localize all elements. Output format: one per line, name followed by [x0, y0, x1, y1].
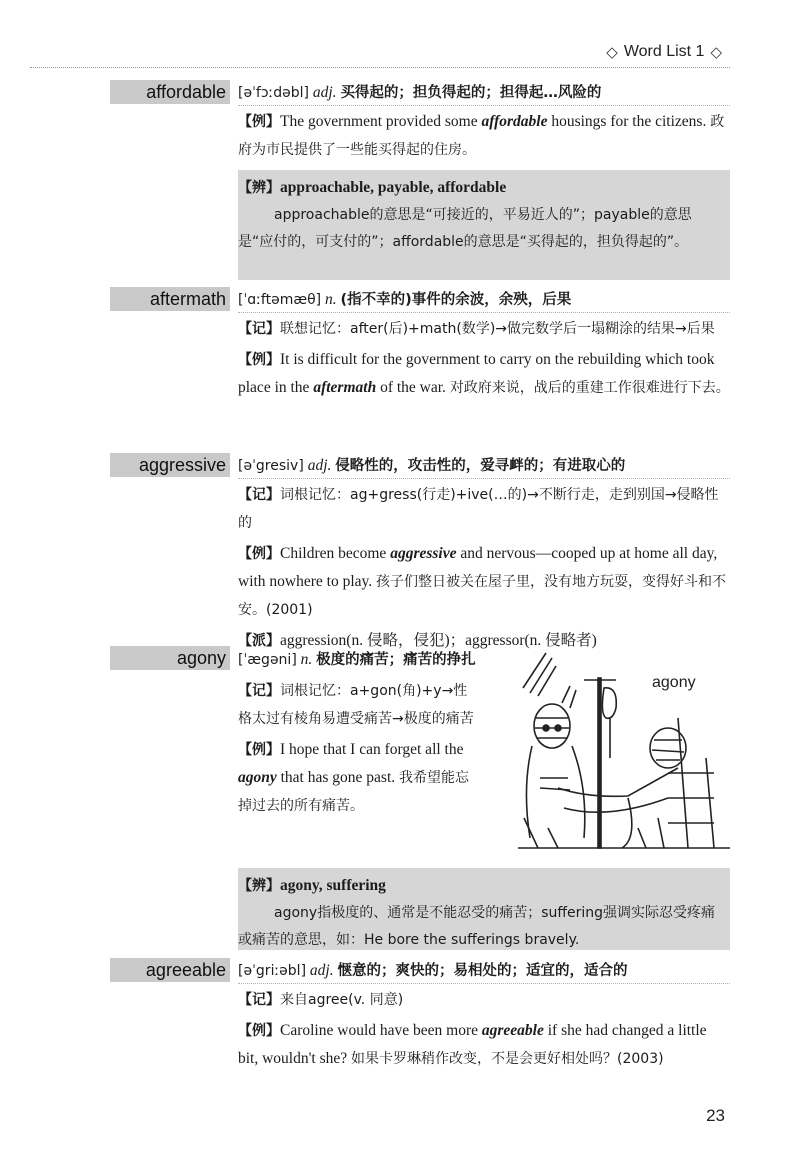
- entry-body: [238, 108, 730, 167]
- example: 【例】Caroline would have been more agreeable if she had changed a little bit, wouldn't she? 如果卡罗琳稍作改变，不是会更好相处吗？(2003): [238, 1022, 707, 1067]
- definition: 惬意的；爽快的；易相处的；适宜的，适合的: [337, 963, 628, 979]
- headword: agreeable: [110, 958, 230, 982]
- entry-headline: [238, 288, 730, 313]
- entry-headline: [238, 959, 730, 984]
- distinction-box: 【辨】approachable, payable, affordable approachable的意思是“可接近的，平易近人的”；payable的意思是“应付的，可支付的”；affordable的意思是“买得起的，担负得起的”。: [238, 170, 730, 280]
- illustration-label: agony: [652, 674, 696, 691]
- example: 【例】Children become aggressive and nervous—cooped up at home all day, with nowhere to play. 孩子们整日被关在屋子里，没有地方玩耍，变得好斗和不安。(2001): [238, 545, 727, 618]
- headword: aftermath: [110, 287, 230, 311]
- derived-forms: 【派】aggression(n. 侵略，侵犯)；aggressor(n. 侵略者): [238, 632, 597, 649]
- headword: agony: [110, 646, 230, 670]
- page-number: 23: [706, 1106, 725, 1125]
- definition: (指不幸的)事件的余波，余殃，后果: [340, 292, 572, 308]
- distinction-box: 【辨】agony, suffering agony指极度的、通常是不能忍受的痛苦；suffering强调实际忍受疼痛或痛苦的意思，如：He bore the sufferings bravely.: [238, 868, 730, 950]
- part-of-speech: adj.: [309, 962, 334, 979]
- headword: affordable: [110, 80, 230, 104]
- entry-body: [238, 315, 730, 405]
- diamond-icon: ◇: [606, 43, 618, 61]
- entry-body: [238, 986, 730, 1076]
- part-of-speech: n.: [325, 291, 337, 308]
- diamond-icon: ◇: [710, 43, 722, 61]
- memory-tip: 【记】来自agree(v. 同意): [238, 992, 404, 1008]
- memory-tip: 【记】联想记忆：after(后)+math(数学)→做完数学后一塌糊涂的结果→后果: [238, 321, 715, 337]
- phonetic: [ˈægəni]: [238, 652, 297, 668]
- entry-headline: [238, 646, 480, 674]
- word-list-title: Word List 1: [623, 43, 705, 60]
- definition: 买得起的；担负得起的；担得起…风险的: [340, 85, 602, 101]
- part-of-speech: adj.: [312, 84, 337, 101]
- injured-patient-drawing: [518, 648, 730, 853]
- memory-tip: 【记】词根记忆：a+gon(角)+y→性格太过有棱角易遭受痛苦→极度的痛苦: [238, 683, 474, 727]
- part-of-speech: adj.: [307, 457, 332, 474]
- page-header: [606, 40, 722, 64]
- entry-headline: [238, 454, 730, 479]
- entry-headline: [238, 81, 730, 106]
- entry-body: [238, 646, 480, 823]
- phonetic: [ˈɑːftəmæθ]: [238, 292, 322, 308]
- phonetic: [əˈfɔːdəbl]: [238, 85, 309, 101]
- phonetic: [əˈgriːəbl]: [238, 963, 307, 979]
- example: 【例】I hope that I can forget all the agony that has gone past. 我希望能忘掉过去的所有痛苦。: [238, 741, 470, 814]
- part-of-speech: n.: [300, 651, 313, 668]
- definition: 极度的痛苦；痛苦的挣扎: [316, 652, 476, 668]
- memory-tip: 【记】词根记忆：ag+gress(行走)+ive(…的)→不断行走，走到别国→侵略性的: [238, 487, 719, 531]
- example: 【例】The government provided some affordable housings for the citizens. 政府为市民提供了一些能买得起的住房。: [238, 113, 725, 158]
- entry-body: [238, 481, 730, 658]
- phonetic: [əˈgresiv]: [238, 458, 304, 474]
- headword: aggressive: [110, 453, 230, 477]
- agony-illustration: [518, 648, 730, 853]
- definition: 侵略性的，攻击性的，爱寻衅的；有进取心的: [335, 458, 626, 474]
- header-divider: [30, 67, 730, 68]
- example: 【例】It is difficult for the government to carry on the rebuilding which took place in the aftermath of the war. 对政府来说，战后的重建工作很难进行下去。: [238, 351, 730, 396]
